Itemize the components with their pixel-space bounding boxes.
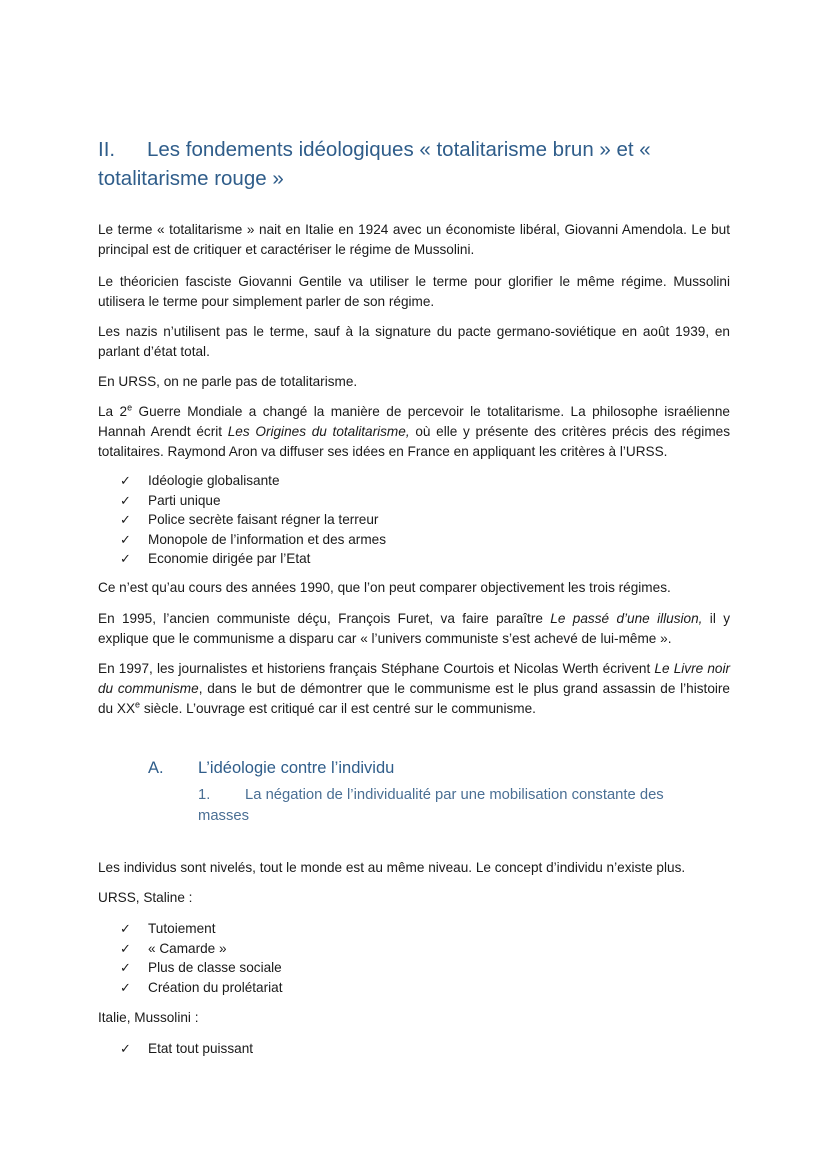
list-item-text: Création du prolétariat [148, 979, 283, 995]
paragraph-urss-staline: URSS, Staline : [98, 890, 193, 905]
list-item [120, 939, 283, 959]
section-heading-ii [98, 135, 738, 193]
list-item-text: Monopole de l’information et des armes [148, 531, 387, 547]
book-title: Les Origines du totalitarisme, [227, 424, 410, 439]
list-item-text: Tutoiement [148, 921, 216, 936]
checkmark-icon: ✓ [120, 921, 131, 936]
section-number: II. [98, 138, 116, 161]
subsection-title: L’idéologie contre l’individu [198, 759, 395, 777]
subsubsection-heading-1 [198, 785, 718, 827]
subsubsection-title: La négation de l’individualité par une mobilisation constante des masses [198, 787, 664, 824]
text-run: La 2 [98, 404, 128, 419]
list-item [120, 919, 283, 939]
urss-list [120, 919, 283, 997]
italie-list [120, 1039, 253, 1059]
list-item-text: « Camarde » [148, 940, 227, 956]
list-item [120, 471, 386, 491]
paragraph-nazis: Les nazis n’utilisent pas le terme, sauf à la signature du pacte germano-soviétique en août 1939, en parlant d’état total. [98, 324, 730, 359]
list-item [120, 510, 386, 530]
checkmark-icon: ✓ [120, 551, 131, 567]
text-run: En 1997, les journalistes et historiens français Stéphane Courtois et Nicolas Werth écrivent [98, 661, 655, 676]
subsection-heading-a [148, 759, 394, 778]
list-item-text: Police secrète faisant régner la terreur [148, 512, 379, 528]
book-title: Le Livre noir du communisme [98, 661, 730, 696]
list-item-text: Economie dirigée par l’Etat [148, 551, 311, 567]
list-item [120, 530, 386, 550]
text-run: Guerre Mondiale a changé la manière de percevoir le totalitarisme. La philosophe israélienne Hannah Arendt écrit [98, 404, 730, 439]
list-item [120, 1039, 253, 1059]
text-run: siècle. L’ouvrage est critiqué car il est centré sur le communisme. [140, 701, 536, 716]
paragraph-furet [98, 609, 730, 649]
subsubsection-number: 1. [198, 787, 211, 803]
paragraph-origin-term: Le terme « totalitarisme » nait en Italie en 1924 avec un économiste libéral, Giovanni Amendola. Le but principal est de critiquer et caractériser le régime de Mussolini. [98, 222, 730, 257]
checkmark-icon: ✓ [120, 1041, 131, 1056]
checkmark-icon: ✓ [120, 531, 131, 547]
subsection-number: A. [148, 759, 164, 777]
text-run: , dans le but de démontrer que le communisme est le plus grand assassin de l’histoire du XX [98, 681, 730, 716]
section-title: Les fondements idéologiques « totalitarisme brun » et « totalitarisme rouge » [98, 138, 651, 190]
paragraph-arendt [98, 402, 730, 462]
list-item-text: Plus de classe sociale [148, 960, 282, 976]
list-item [120, 491, 386, 511]
criteria-list [120, 471, 386, 569]
superscript: e [127, 402, 133, 413]
checkmark-icon: ✓ [120, 940, 131, 956]
checkmark-icon: ✓ [120, 473, 131, 488]
paragraph-individus: Les individus sont nivelés, tout le monde est au même niveau. Le concept d’individu n’existe plus. [98, 860, 686, 875]
paragraph-italie-mussolini: Italie, Mussolini : [98, 1010, 199, 1025]
paragraph-gentile: Le théoricien fasciste Giovanni Gentile va utiliser le terme pour glorifier le même régime. Mussolini utilisera le terme pour simplement parler de son régime. [98, 274, 730, 309]
list-item-text: Parti unique [148, 492, 221, 508]
list-item-text: Idéologie globalisante [148, 473, 280, 488]
paragraph-1990s: Ce n’est qu’au cours des années 1990, que l’on peut comparer objectivement les trois régimes. [98, 580, 671, 595]
text-run: En 1995, l’ancien communiste déçu, François Furet, va faire paraître [98, 611, 551, 626]
checkmark-icon: ✓ [120, 960, 131, 976]
checkmark-icon: ✓ [120, 492, 131, 508]
checkmark-icon: ✓ [120, 512, 131, 528]
book-title: Le passé d’une illusion, [550, 611, 703, 626]
list-item [120, 958, 283, 978]
paragraph-urss: En URSS, on ne parle pas de totalitarisme. [98, 374, 358, 389]
superscript: e [135, 699, 141, 710]
text-run: il y explique que le communisme a disparu car « l’univers communiste s’est achevé de lui-même ». [98, 611, 731, 646]
list-item [120, 978, 283, 998]
list-item-text: Etat tout puissant [148, 1041, 254, 1056]
paragraph-livre-noir [98, 659, 730, 719]
checkmark-icon: ✓ [120, 979, 131, 995]
list-item [120, 549, 386, 569]
text-run: où elle y présente des critères précis des régimes totalitaires. Raymond Aron va diffuser ses idées en France en appliquant les critères à l’URSS. [98, 424, 731, 459]
